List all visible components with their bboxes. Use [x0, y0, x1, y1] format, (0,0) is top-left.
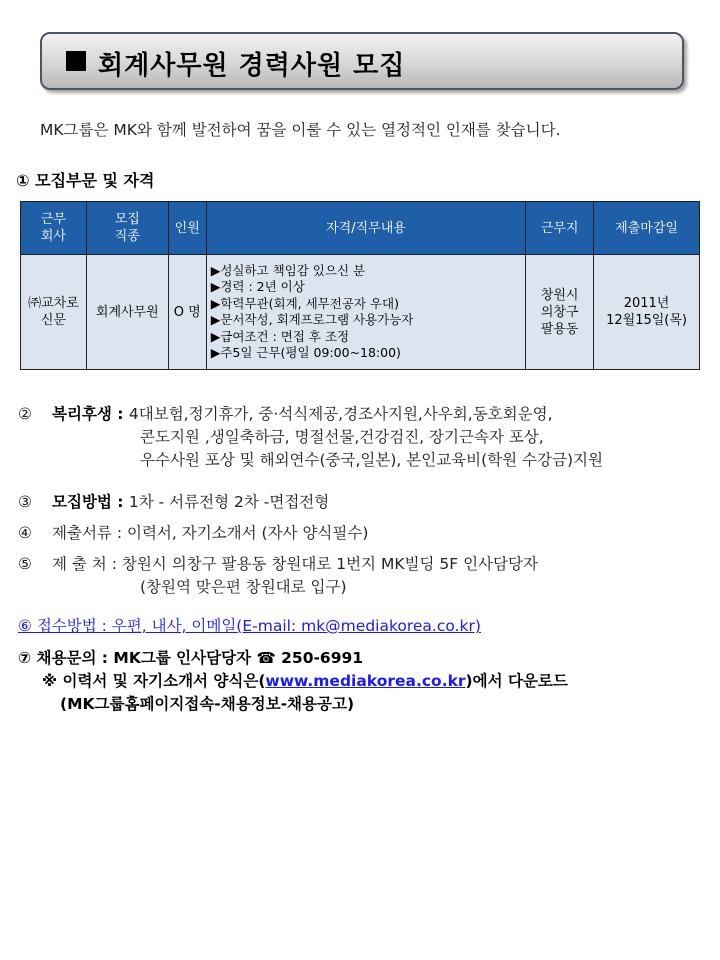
cell-job: 회계사무원: [86, 255, 168, 370]
qual-item: ▶문서작성, 회계프로그램 사용가능자: [210, 312, 414, 327]
welfare-line-1: ② 복리후생 : 4대보험,정기휴가, 중·석식제공,경조사지원,사우회,동호회운영,: [18, 405, 553, 423]
header-job: 모집 직종: [86, 202, 168, 255]
table-header-row: [21, 202, 700, 255]
header-qual: 자격/직무내용: [206, 202, 526, 255]
cell-company: ㈜교차로 신문: [21, 255, 87, 370]
inquiry-line: ⑦ 채용문의 : MK그룹 인사담당자 ☎ 250-6991: [18, 649, 364, 667]
cell-location: 창원시 의창구 팔용동: [526, 255, 594, 370]
inquiry-note-2: (MK그룹홈페이지접속-채용정보-채용공고): [60, 695, 355, 713]
header-deadline: 제출마감일: [594, 202, 700, 255]
welfare-text-1: 4대보험,정기휴가, 중·석식제공,경조사지원,사우회,동호회운영,: [128, 405, 553, 423]
intro-text: MK그룹은 MK와 함께 발전하여 꿈을 이룰 수 있는 열정적인 인재를 찾습니다.: [40, 121, 561, 139]
qual-item: ▶경력 : 2년 이상: [210, 279, 305, 294]
section1-heading: ① 모집부문 및 자격: [16, 171, 155, 190]
table-row: [21, 255, 700, 370]
homepage-link[interactable]: www.mediakorea.co.kr: [265, 672, 466, 690]
header-location: 근무지: [526, 202, 594, 255]
welfare-line-3: 우수사원 포상 및 해외연수(중국,일본), 본인교육비(학원 수강금)지원: [140, 451, 603, 469]
recruit-table: [20, 201, 700, 370]
welfare-label: 복리후생 :: [52, 405, 129, 423]
cell-count: O 명: [168, 255, 206, 370]
title-banner: [40, 32, 684, 90]
page-title: 회계사무원 경력사원 모집: [98, 51, 406, 81]
submit-line-2: (창원역 맞은편 창원대로 입구): [140, 578, 347, 596]
qual-item: ▶주5일 근무(평일 09:00~18:00): [210, 345, 401, 360]
receipt-line[interactable]: ⑥ 접수방법 : 우편, 내사, 이메일(E-mail: mk@mediakorea.co.kr): [18, 617, 481, 635]
square-bullet-icon: [66, 51, 86, 71]
header-count: 인원: [168, 202, 206, 255]
qual-item: ▶성실하고 책임감 있으신 분: [210, 262, 366, 278]
cell-qual: [206, 255, 526, 370]
header-company: 근무 회사: [21, 202, 87, 255]
cell-deadline: 2011년 12월15일(목): [594, 255, 700, 370]
method-line: ③ 모집방법 : 1차 - 서류전형 2차 -면접전형: [18, 493, 330, 511]
inquiry-note: ※ 이력서 및 자기소개서 양식은(www.mediakorea.co.kr)에서 다운로드: [42, 672, 568, 690]
welfare-line-2: 콘도지원 ,생일축하금, 명절선물,건강검진, 장기근속자 포상,: [140, 428, 544, 446]
submit-line: ⑤ 제 출 처 : 창원시 의창구 팔용동 창원대로 1번지 MK빌딩 5F 인사담당자: [18, 555, 538, 573]
qual-item: ▶급여조건 : 면접 후 조정: [210, 328, 350, 344]
documents-line: ④ 제출서류 : 이력서, 자기소개서 (자사 양식필수): [18, 524, 369, 542]
qual-item: ▶학력무관(회계, 세무전공자 우대): [210, 295, 399, 311]
